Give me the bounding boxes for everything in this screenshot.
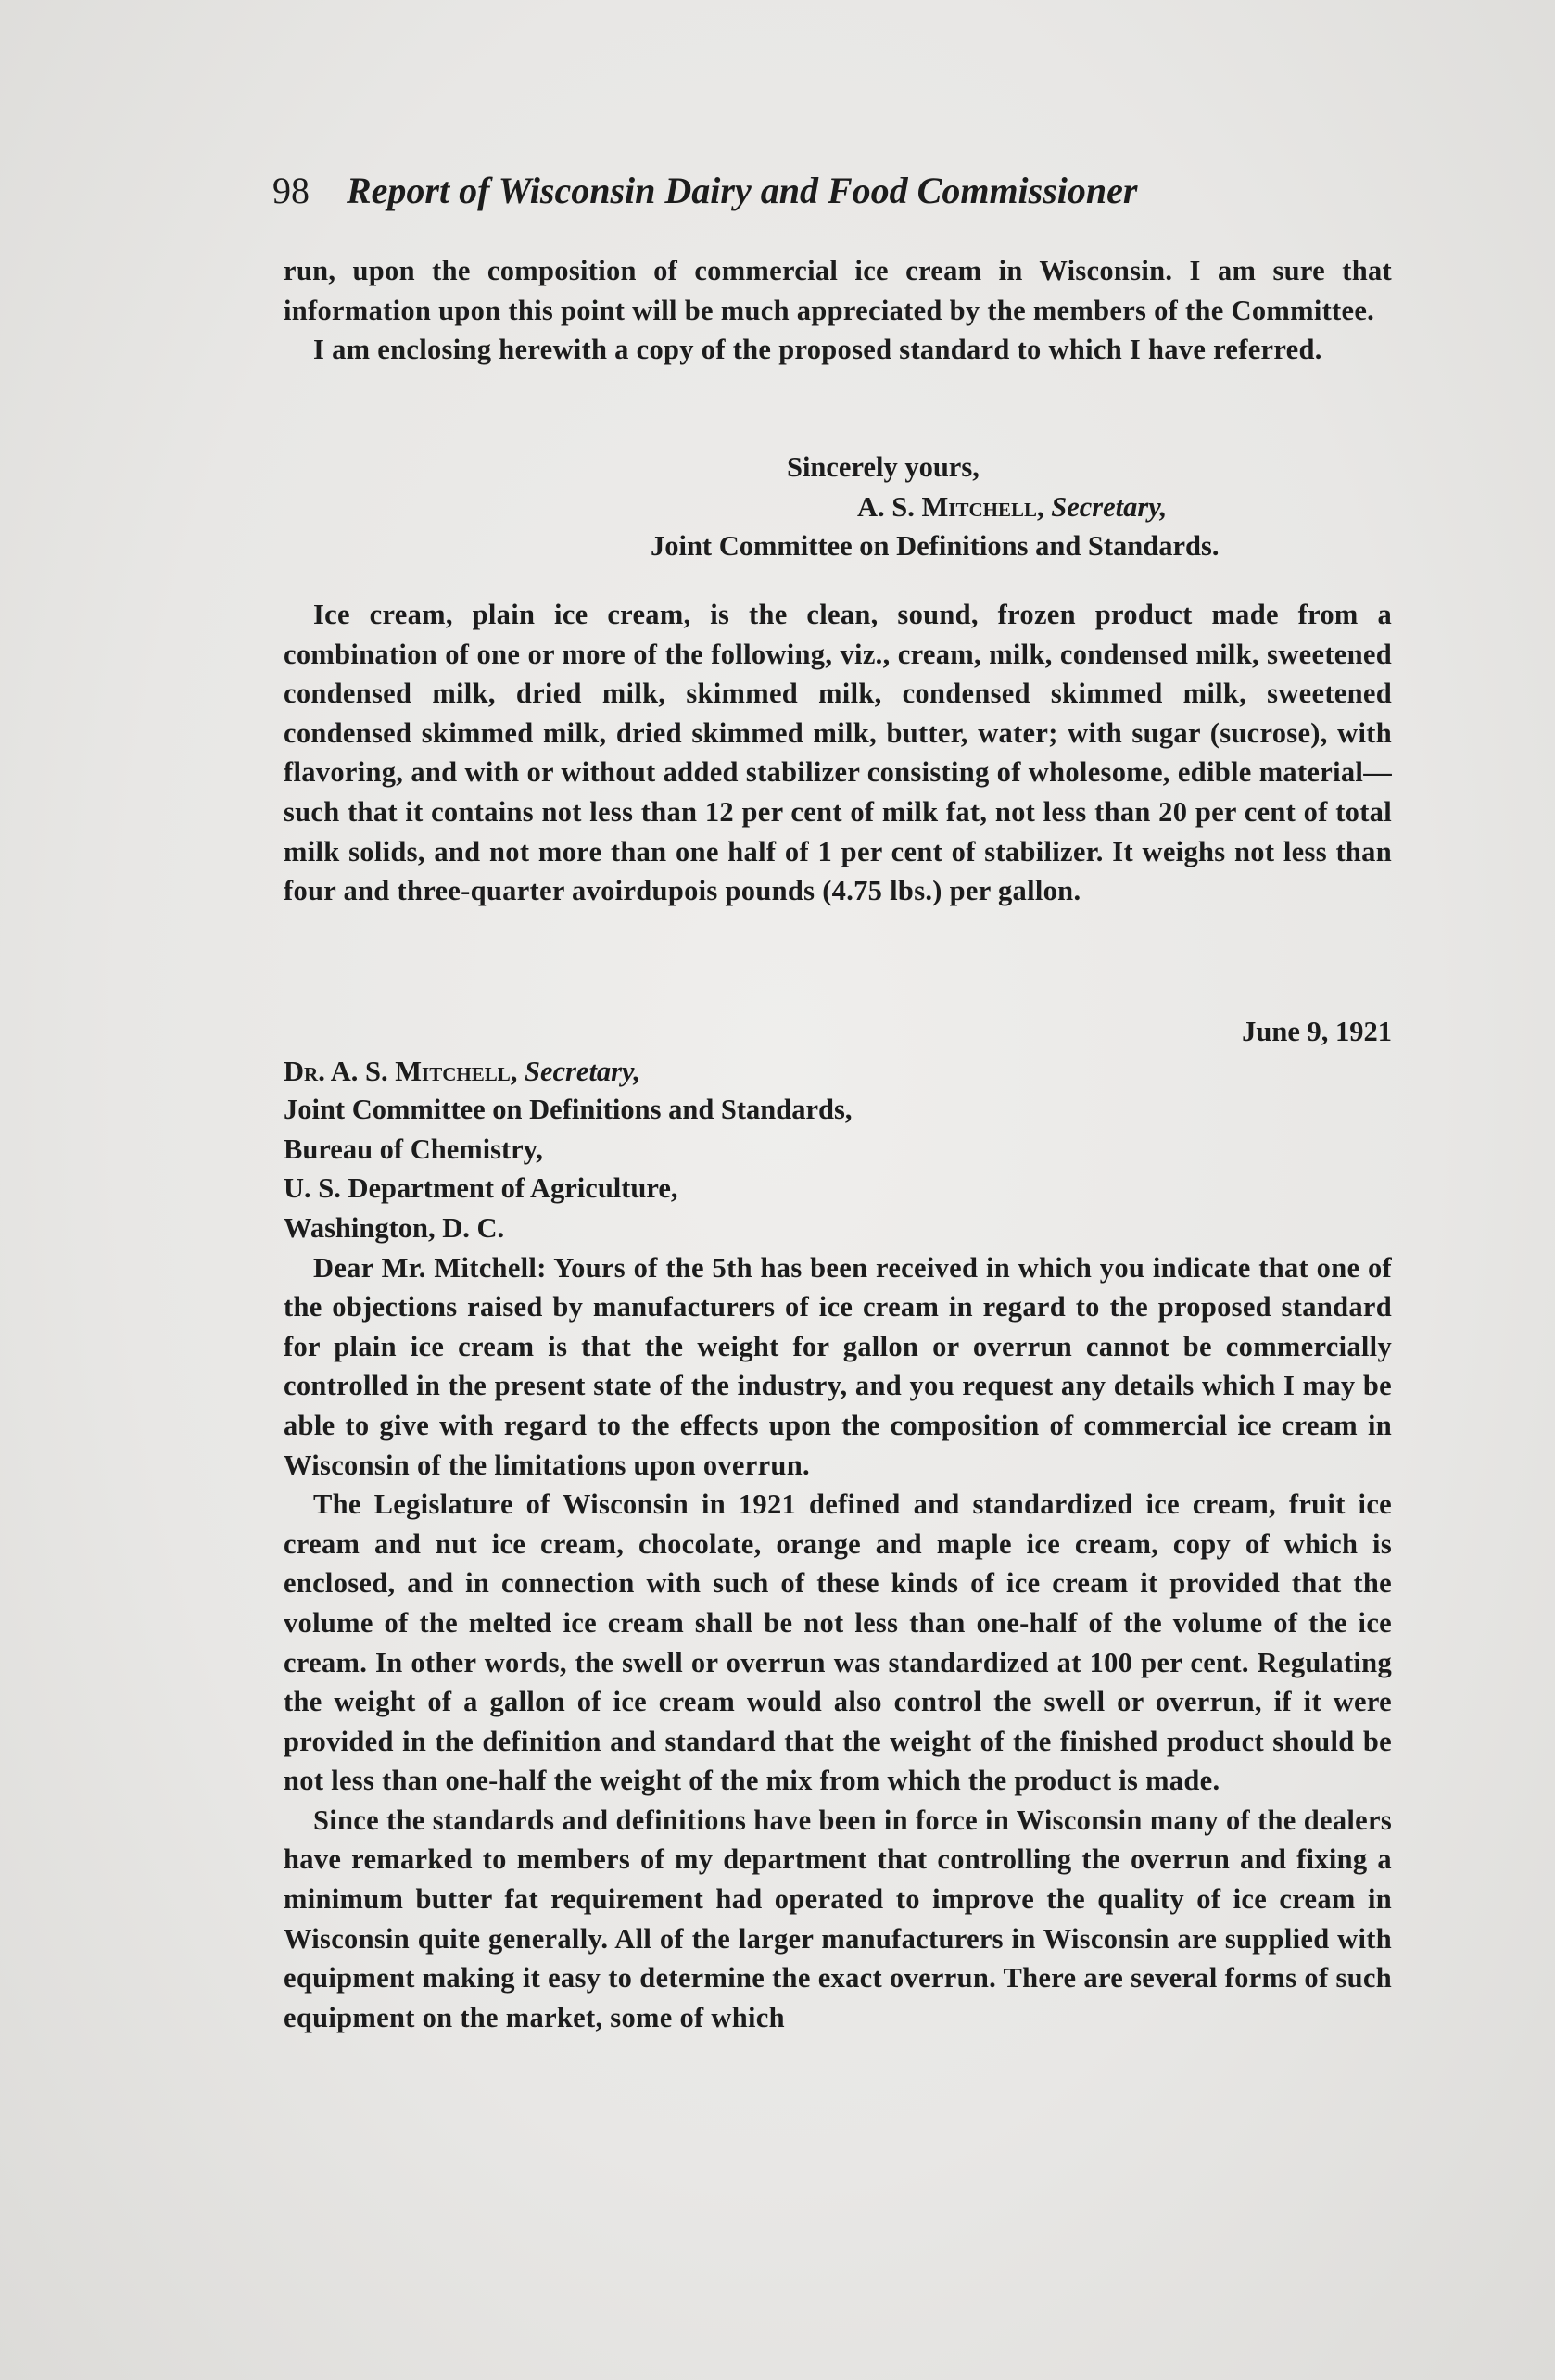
paragraph: The Legislature of Wisconsin in 1921 defined and standardized ice cream, fruit ice cream and nut ice cream, chocolate, orange and maple ice cream, copy of which is enclosed, and in connection with such of these kinds of ice cream it provided that the volume of the melted ice cream shall be not less than one-half of the volume of the ice cream. In other words, the swell or overrun was standardized at 100 per cent. Regulating the weight of a gallon of ice cream would also control the swell or overrun, if it were provided in the definition and standard that the weight of the finished product should be not less than one-half the weight of the mix from which the product is made. — [284, 1488, 1392, 1797]
addressee — [284, 1052, 1392, 1092]
address-line: Washington, D. C. — [284, 1211, 505, 1244]
page-number: 98 — [272, 170, 310, 211]
running-title: Report of Wisconsin Dairy and Food Commissioner — [347, 170, 1138, 211]
paragraph: I am enclosing herewith a copy of the proposed standard to which I have referred. — [313, 334, 1322, 366]
signature-block — [284, 448, 1392, 566]
address-line: Bureau of Chemistry, — [284, 1133, 543, 1165]
signer-name: A. S. Mitchell, — [857, 490, 1044, 523]
letter-date: June 9, 1921 — [1242, 1016, 1392, 1047]
signer-title: Secretary, — [1051, 490, 1168, 523]
paragraph: Since the standards and definitions have been in force in Wisconsin many of the dealers have remarked to members of my department that controlling the overrun and fixing a minimum butter fat requirement had operated to improve the quality of ice cream in Wisconsin quite generally. All of the larger manufacturers in Wisconsin are supplied with equipment making it easy to determine the exact overrun. There are several forms of such equipment on the market, some of which — [284, 1804, 1392, 2033]
closing: Sincerely yours, — [787, 451, 980, 483]
signer-org: Joint Committee on Definitions and Standards. — [651, 530, 1220, 563]
page-header — [272, 165, 1403, 217]
proposed-standard — [284, 595, 1392, 911]
address-line: Joint Committee on Definitions and Standards, — [284, 1094, 853, 1126]
addressee-title: Secretary, — [525, 1055, 641, 1087]
signer — [284, 487, 1392, 527]
paragraph: run, upon the composition of commercial ice cream in Wisconsin. I am sure that information upon this point will be much appreciated by the members of the Committee. — [284, 255, 1392, 326]
letter-end-body — [284, 251, 1392, 370]
standard-text: Ice cream, plain ice cream, is the clean, sound, frozen product made from a combination of one or more of the following, viz., cream, milk, condensed milk, sweetened condensed milk, dried milk, skimmed milk, condensed skimmed milk, sweetened condensed skimmed milk, dried skimmed milk, butter, water; with sugar (sucrose), with flavoring, and with or without added stabilizer consisting of wholesome, edible material—such that it contains not less than 12 per cent of milk fat, not less than 20 per cent of total milk solids, and not more than one half of 1 per cent of stabilizer. It weighs not less than four and three-quarter avoirdupois pounds (4.75 lbs.) per gallon. — [284, 599, 1392, 907]
addressee-name: Dr. A. S. Mitchell, — [284, 1055, 518, 1087]
paragraph: Dear Mr. Mitchell: Yours of the 5th has been received in which you indicate that one of the objections raised by manufacturers of ice cream in regard to the proposed standard for plain ice cream is that the weight for gallon or overrun cannot be commercially controlled in the present state of the industry, and you request any details which I may be able to give with regard to the effects upon the composition of commercial ice cream in Wisconsin of the limitations upon overrun. — [284, 1251, 1392, 1481]
address-line: U. S. Department of Agriculture, — [284, 1172, 678, 1205]
reply-letter — [284, 1012, 1392, 2037]
